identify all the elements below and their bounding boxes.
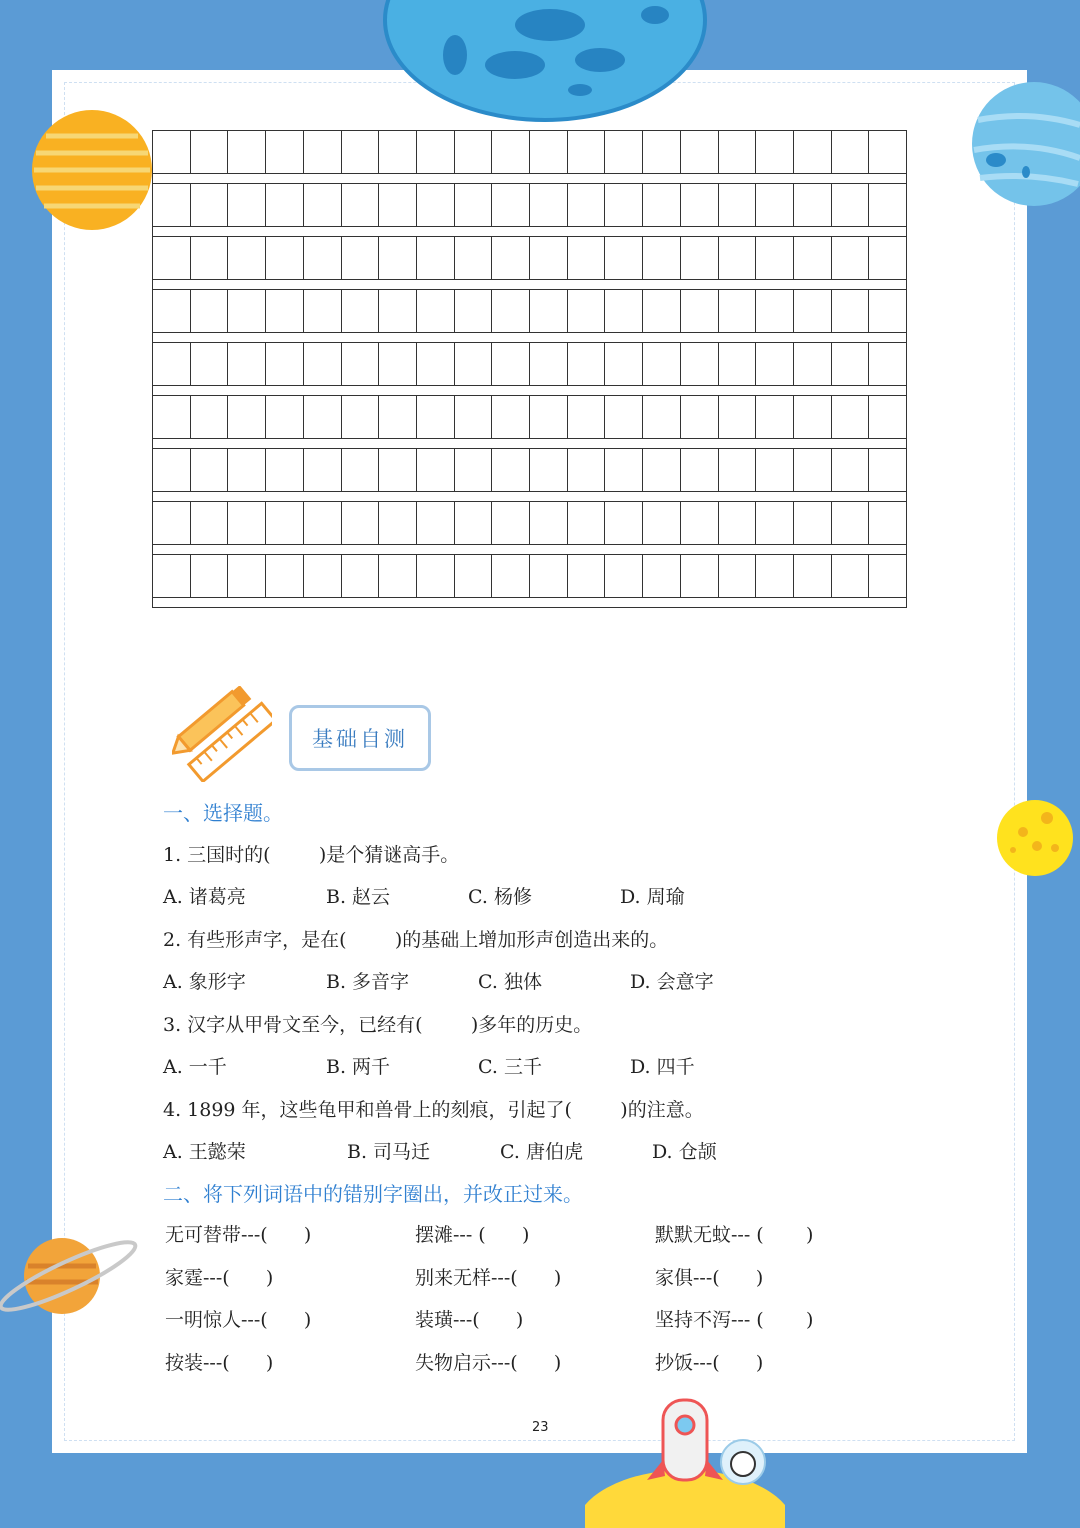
grid-cell[interactable] xyxy=(266,184,304,226)
grid-cell[interactable] xyxy=(643,396,681,438)
answer-option[interactable]: B. 赵云 xyxy=(326,886,391,908)
grid-cell[interactable] xyxy=(794,343,832,385)
grid-cell[interactable] xyxy=(191,290,229,332)
grid-cell[interactable] xyxy=(643,502,681,544)
grid-cell[interactable] xyxy=(568,555,606,597)
grid-row[interactable] xyxy=(153,343,906,386)
grid-cell[interactable] xyxy=(756,237,794,279)
grid-cell[interactable] xyxy=(191,396,229,438)
grid-cell[interactable] xyxy=(379,237,417,279)
grid-cell[interactable] xyxy=(455,555,493,597)
grid-cell[interactable] xyxy=(756,449,794,491)
grid-cell[interactable] xyxy=(153,131,191,173)
grid-row[interactable] xyxy=(153,502,906,545)
grid-row[interactable] xyxy=(153,449,906,492)
grid-cell[interactable] xyxy=(869,502,906,544)
grid-cell[interactable] xyxy=(719,343,757,385)
grid-cell[interactable] xyxy=(492,396,530,438)
grid-row[interactable] xyxy=(153,131,906,174)
grid-cell[interactable] xyxy=(455,343,493,385)
grid-cell[interactable] xyxy=(832,396,870,438)
grid-cell[interactable] xyxy=(266,396,304,438)
grid-cell[interactable] xyxy=(719,555,757,597)
grid-cell[interactable] xyxy=(719,502,757,544)
grid-cell[interactable] xyxy=(869,237,906,279)
grid-cell[interactable] xyxy=(568,131,606,173)
grid-cell[interactable] xyxy=(869,290,906,332)
grid-cell[interactable] xyxy=(417,555,455,597)
grid-cell[interactable] xyxy=(568,343,606,385)
word-correction-item[interactable]: 摆滩--- ( ) xyxy=(415,1224,530,1246)
grid-cell[interactable] xyxy=(379,131,417,173)
answer-option[interactable]: C. 三千 xyxy=(478,1056,542,1078)
answer-option[interactable]: C. 杨修 xyxy=(468,886,532,908)
grid-cell[interactable] xyxy=(605,555,643,597)
grid-cell[interactable] xyxy=(304,237,342,279)
grid-cell[interactable] xyxy=(681,449,719,491)
question-text: 2. 有些形声字，是在( )的基础上增加形声创造出来的。 xyxy=(163,929,669,951)
grid-cell[interactable] xyxy=(455,396,493,438)
grid-cell[interactable] xyxy=(304,555,342,597)
grid-cell[interactable] xyxy=(605,502,643,544)
grid-cell[interactable] xyxy=(719,449,757,491)
answer-option[interactable]: C. 唐伯虎 xyxy=(500,1141,583,1163)
grid-cell[interactable] xyxy=(342,502,380,544)
part2-title: 二、将下列词语中的错别字圈出，并改正过来。 xyxy=(163,1182,583,1206)
grid-cell[interactable] xyxy=(869,555,906,597)
grid-cell[interactable] xyxy=(681,555,719,597)
grid-cell[interactable] xyxy=(492,290,530,332)
grid-cell[interactable] xyxy=(342,343,380,385)
grid-cell[interactable] xyxy=(719,184,757,226)
grid-cell[interactable] xyxy=(304,184,342,226)
grid-cell[interactable] xyxy=(832,184,870,226)
grid-cell[interactable] xyxy=(228,396,266,438)
grid-cell[interactable] xyxy=(530,237,568,279)
grid-cell[interactable] xyxy=(681,184,719,226)
grid-gap xyxy=(153,333,906,343)
grid-cell[interactable] xyxy=(756,290,794,332)
grid-cell[interactable] xyxy=(342,184,380,226)
grid-cell[interactable] xyxy=(756,343,794,385)
grid-cell[interactable] xyxy=(266,555,304,597)
grid-cell[interactable] xyxy=(379,290,417,332)
grid-cell[interactable] xyxy=(492,237,530,279)
grid-cell[interactable] xyxy=(417,290,455,332)
word-correction-item[interactable]: 默默无蚊--- ( ) xyxy=(655,1224,814,1246)
grid-cell[interactable] xyxy=(191,502,229,544)
blue-moon-decoration xyxy=(380,0,710,125)
grid-cell[interactable] xyxy=(794,237,832,279)
grid-cell[interactable] xyxy=(568,237,606,279)
grid-cell[interactable] xyxy=(417,131,455,173)
word-correction-item[interactable]: 一明惊人---( ) xyxy=(165,1309,312,1331)
grid-cell[interactable] xyxy=(304,449,342,491)
grid-gap xyxy=(153,598,906,607)
grid-cell[interactable] xyxy=(153,237,191,279)
ringed-planet-decoration xyxy=(0,1230,140,1330)
grid-cell[interactable] xyxy=(605,343,643,385)
grid-cell[interactable] xyxy=(869,343,906,385)
grid-cell[interactable] xyxy=(153,184,191,226)
grid-cell[interactable] xyxy=(455,184,493,226)
grid-cell[interactable] xyxy=(756,396,794,438)
word-correction-item[interactable]: 家俱---( ) xyxy=(655,1266,764,1289)
grid-cell[interactable] xyxy=(304,343,342,385)
grid-cell[interactable] xyxy=(605,184,643,226)
grid-cell[interactable] xyxy=(342,290,380,332)
grid-cell[interactable] xyxy=(379,184,417,226)
part1-title: 一、选择题。 xyxy=(163,801,283,825)
grid-cell[interactable] xyxy=(794,502,832,544)
grid-cell[interactable] xyxy=(794,449,832,491)
grid-cell[interactable] xyxy=(492,131,530,173)
grid-cell[interactable] xyxy=(492,449,530,491)
word-correction-item[interactable]: 无可替带---( ) xyxy=(165,1224,312,1246)
word-correction-item[interactable]: 抄饭---( ) xyxy=(655,1351,764,1374)
answer-option[interactable]: D. 会意字 xyxy=(630,971,714,993)
grid-cell[interactable] xyxy=(869,184,906,226)
grid-cell[interactable] xyxy=(605,449,643,491)
grid-cell[interactable] xyxy=(417,502,455,544)
grid-cell[interactable] xyxy=(530,502,568,544)
grid-cell[interactable] xyxy=(153,343,191,385)
grid-cell[interactable] xyxy=(266,131,304,173)
grid-cell[interactable] xyxy=(191,343,229,385)
word-correction-item[interactable]: 家霆---( ) xyxy=(165,1266,274,1289)
grid-cell[interactable] xyxy=(228,343,266,385)
grid-cell[interactable] xyxy=(681,396,719,438)
grid-cell[interactable] xyxy=(832,502,870,544)
answer-option[interactable]: A. 象形字 xyxy=(163,971,246,993)
grid-row[interactable] xyxy=(153,396,906,439)
grid-cell[interactable] xyxy=(266,343,304,385)
grid-cell[interactable] xyxy=(228,237,266,279)
grid-cell[interactable] xyxy=(530,449,568,491)
grid-cell[interactable] xyxy=(304,290,342,332)
answer-option[interactable]: A. 诸葛亮 xyxy=(163,886,246,908)
yellow-planet-decoration xyxy=(30,108,155,233)
word-correction-item[interactable]: 坚持不泻--- ( ) xyxy=(655,1309,814,1331)
grid-cell[interactable] xyxy=(530,184,568,226)
grid-cell[interactable] xyxy=(794,184,832,226)
word-correction-item[interactable]: 按装---( ) xyxy=(165,1351,274,1374)
question-text: 4. 1899 年，这些龟甲和兽骨上的刻痕，引起了( )的注意。 xyxy=(163,1099,704,1121)
grid-cell[interactable] xyxy=(492,184,530,226)
grid-cell[interactable] xyxy=(832,237,870,279)
grid-cell[interactable] xyxy=(228,184,266,226)
grid-cell[interactable] xyxy=(681,290,719,332)
grid-cell[interactable] xyxy=(756,502,794,544)
grid-row[interactable] xyxy=(153,290,906,333)
grid-cell[interactable] xyxy=(719,290,757,332)
grid-cell[interactable] xyxy=(568,396,606,438)
grid-cell[interactable] xyxy=(228,290,266,332)
grid-cell[interactable] xyxy=(228,131,266,173)
grid-row[interactable] xyxy=(153,184,906,227)
grid-cell[interactable] xyxy=(492,502,530,544)
grid-cell[interactable] xyxy=(492,343,530,385)
grid-cell[interactable] xyxy=(681,343,719,385)
grid-cell[interactable] xyxy=(342,449,380,491)
grid-cell[interactable] xyxy=(379,396,417,438)
answer-option[interactable]: D. 周瑜 xyxy=(620,886,685,908)
grid-cell[interactable] xyxy=(417,343,455,385)
grid-cell[interactable] xyxy=(342,555,380,597)
grid-cell[interactable] xyxy=(719,131,757,173)
grid-cell[interactable] xyxy=(455,131,493,173)
writing-grid[interactable] xyxy=(152,130,907,608)
grid-cell[interactable] xyxy=(266,237,304,279)
grid-cell[interactable] xyxy=(568,184,606,226)
grid-cell[interactable] xyxy=(756,131,794,173)
grid-cell[interactable] xyxy=(568,290,606,332)
grid-cell[interactable] xyxy=(379,502,417,544)
grid-cell[interactable] xyxy=(153,396,191,438)
word-correction-item[interactable]: 别来无样---( ) xyxy=(415,1266,562,1289)
grid-gap xyxy=(153,386,906,396)
grid-cell[interactable] xyxy=(417,237,455,279)
grid-cell[interactable] xyxy=(719,237,757,279)
grid-cell[interactable] xyxy=(379,343,417,385)
question-text: 3. 汉字从甲骨文至今，已经有( )多年的历史。 xyxy=(163,1014,593,1036)
grid-cell[interactable] xyxy=(417,396,455,438)
word-correction-item[interactable]: 失物启示---( ) xyxy=(415,1351,562,1374)
grid-cell[interactable] xyxy=(681,237,719,279)
grid-cell[interactable] xyxy=(455,237,493,279)
grid-cell[interactable] xyxy=(832,555,870,597)
grid-cell[interactable] xyxy=(832,290,870,332)
grid-cell[interactable] xyxy=(191,555,229,597)
grid-row[interactable] xyxy=(153,555,906,598)
word-correction-item[interactable]: 装璜---( ) xyxy=(415,1309,524,1331)
answer-option[interactable]: B. 司马迁 xyxy=(347,1141,431,1163)
grid-cell[interactable] xyxy=(643,290,681,332)
grid-cell[interactable] xyxy=(832,131,870,173)
grid-cell[interactable] xyxy=(605,396,643,438)
grid-cell[interactable] xyxy=(832,449,870,491)
grid-cell[interactable] xyxy=(794,555,832,597)
grid-cell[interactable] xyxy=(153,449,191,491)
grid-cell[interactable] xyxy=(605,290,643,332)
grid-gap xyxy=(153,174,906,184)
grid-cell[interactable] xyxy=(605,131,643,173)
grid-cell[interactable] xyxy=(568,449,606,491)
grid-cell[interactable] xyxy=(756,184,794,226)
grid-cell[interactable] xyxy=(832,343,870,385)
small-yellow-moon-decoration xyxy=(995,798,1075,878)
grid-cell[interactable] xyxy=(342,237,380,279)
grid-cell[interactable] xyxy=(153,502,191,544)
grid-cell[interactable] xyxy=(153,555,191,597)
rocket-panda-decoration xyxy=(585,1380,785,1528)
grid-cell[interactable] xyxy=(719,396,757,438)
grid-cell[interactable] xyxy=(417,449,455,491)
grid-cell[interactable] xyxy=(153,290,191,332)
grid-cell[interactable] xyxy=(266,290,304,332)
grid-gap xyxy=(153,439,906,449)
answer-option[interactable]: B. 两千 xyxy=(326,1056,391,1078)
answer-option[interactable]: C. 独体 xyxy=(478,971,542,993)
answer-option[interactable]: A. 王懿荣 xyxy=(163,1141,246,1163)
grid-cell[interactable] xyxy=(191,184,229,226)
grid-cell[interactable] xyxy=(643,343,681,385)
grid-cell[interactable] xyxy=(530,555,568,597)
answer-option[interactable]: D. 四千 xyxy=(630,1056,695,1078)
grid-gap xyxy=(153,280,906,290)
pencil-ruler-icon xyxy=(172,686,272,782)
grid-gap xyxy=(153,227,906,237)
grid-cell[interactable] xyxy=(492,555,530,597)
grid-cell[interactable] xyxy=(643,449,681,491)
answer-option[interactable]: D. 仓颉 xyxy=(652,1141,717,1163)
answer-option[interactable]: B. 多音字 xyxy=(326,971,410,993)
grid-cell[interactable] xyxy=(379,449,417,491)
grid-cell[interactable] xyxy=(191,449,229,491)
grid-cell[interactable] xyxy=(530,131,568,173)
grid-gap xyxy=(153,492,906,502)
grid-cell[interactable] xyxy=(869,131,906,173)
grid-cell[interactable] xyxy=(869,396,906,438)
grid-cell[interactable] xyxy=(455,290,493,332)
grid-cell[interactable] xyxy=(530,290,568,332)
grid-cell[interactable] xyxy=(794,396,832,438)
grid-cell[interactable] xyxy=(455,502,493,544)
grid-cell[interactable] xyxy=(191,131,229,173)
grid-cell[interactable] xyxy=(605,237,643,279)
answer-option[interactable]: A. 一千 xyxy=(163,1056,227,1078)
grid-cell[interactable] xyxy=(228,502,266,544)
grid-cell[interactable] xyxy=(794,131,832,173)
grid-cell[interactable] xyxy=(568,502,606,544)
grid-cell[interactable] xyxy=(228,449,266,491)
grid-cell[interactable] xyxy=(530,396,568,438)
grid-cell[interactable] xyxy=(794,290,832,332)
blue-planet-decoration xyxy=(970,80,1080,208)
grid-cell[interactable] xyxy=(643,184,681,226)
grid-row[interactable] xyxy=(153,237,906,280)
grid-cell[interactable] xyxy=(417,184,455,226)
grid-cell[interactable] xyxy=(681,131,719,173)
grid-cell[interactable] xyxy=(681,502,719,544)
grid-cell[interactable] xyxy=(379,555,417,597)
grid-cell[interactable] xyxy=(455,449,493,491)
grid-cell[interactable] xyxy=(756,555,794,597)
grid-cell[interactable] xyxy=(266,449,304,491)
grid-cell[interactable] xyxy=(342,396,380,438)
grid-cell[interactable] xyxy=(228,555,266,597)
grid-cell[interactable] xyxy=(869,449,906,491)
grid-cell[interactable] xyxy=(530,343,568,385)
grid-cell[interactable] xyxy=(304,131,342,173)
grid-cell[interactable] xyxy=(304,396,342,438)
section-badge: 基础自测 xyxy=(289,705,431,771)
grid-cell[interactable] xyxy=(643,555,681,597)
grid-gap xyxy=(153,545,906,555)
grid-cell[interactable] xyxy=(191,237,229,279)
question-text: 1. 三国时的( )是个猜谜高手。 xyxy=(163,844,460,866)
grid-cell[interactable] xyxy=(304,502,342,544)
grid-cell[interactable] xyxy=(266,502,304,544)
page-number: 23 xyxy=(532,1420,549,1435)
grid-cell[interactable] xyxy=(342,131,380,173)
grid-cell[interactable] xyxy=(643,131,681,173)
grid-cell[interactable] xyxy=(643,237,681,279)
